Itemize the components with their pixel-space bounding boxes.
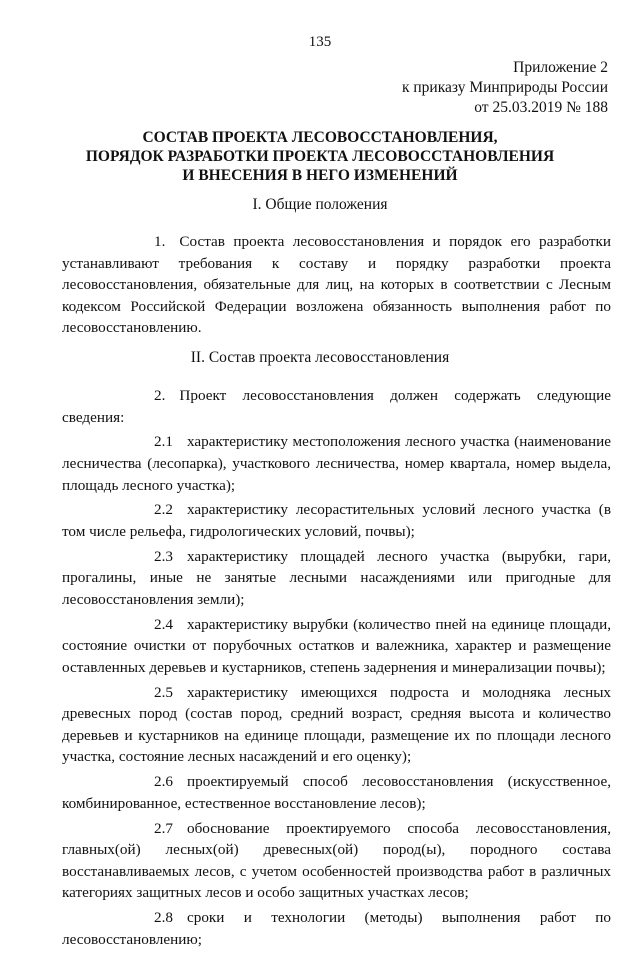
item-number: 2.8 <box>154 909 173 927</box>
section-2-body <box>62 385 611 954</box>
paragraph-2 <box>62 385 611 428</box>
item-number: 2.2 <box>154 501 173 519</box>
item-text: характеристику лесорастительных условий лесного участка (в том числе рельефа, гидрологических условий, почвы); <box>62 501 611 540</box>
paragraph-text: Состав проекта лесовосстановления и порядок его разработки устанавливают требования к составу и порядку разработки проекта лесовосстановления, обязательные для лиц, на которых в соответствии с Лесным кодексом Российской Федерации возложена обязанность выполнения работ по лесовосстановлению. <box>62 233 611 337</box>
list-item <box>62 614 611 679</box>
appendix-reference <box>402 58 608 118</box>
page-number: 135 <box>308 34 332 50</box>
list-item <box>62 818 611 904</box>
title-line-2: ПОРЯДОК РАЗРАБОТКИ ПРОЕКТА ЛЕСОВОССТАНОВЛЕНИЯ <box>85 148 555 165</box>
item-text: сроки и технологии (методы) выполнения работ по лесовосстановлению; <box>62 909 611 948</box>
item-number: 2.6 <box>154 773 173 791</box>
list-item <box>62 771 611 814</box>
paragraph-number: 2. <box>154 387 166 404</box>
item-number: 2.1 <box>154 433 173 451</box>
section-2-heading: II. Состав проекта лесовосстановления <box>190 349 450 366</box>
item-text: характеристику площадей лесного участка (вырубки, гари, прогалины, иные не занятые лесными насаждениями или пригодные для лесовосстановления земли); <box>62 547 611 608</box>
item-number: 2.3 <box>154 547 173 565</box>
section-1-heading: I. Общие положения <box>252 196 388 213</box>
appendix-line-1: Приложение 2 <box>513 59 608 76</box>
section-1-body <box>62 231 611 342</box>
paragraph-text: Проект лесовосстановления должен содержать следующие сведения: <box>62 387 611 426</box>
item-number: 2.5 <box>154 683 173 701</box>
paragraph-1 <box>62 231 611 339</box>
item-text: обоснование проектируемого способа лесовосстановления, главных(ой) лесных(ой) древесных(ой) пород(ы), породного состава восстанавливаемых лесов, с учетом особенностей производства работ в различных категориях защитных лесов и особо защитных участках лесов; <box>62 819 611 902</box>
item-number: 2.4 <box>154 615 173 633</box>
list-item <box>62 546 611 611</box>
item-text: характеристику имеющихся подроста и молодняка лесных древесных пород (состав пород, средний возраст, средняя высота и количество деревьев и кустарников на единице площади, размещение их по площади лесного участка, состояние лесных насаждений и его оценку); <box>62 683 611 766</box>
title-line-1: СОСТАВ ПРОЕКТА ЛЕСОВОССТАНОВЛЕНИЯ, <box>142 129 498 146</box>
item-text: проектируемый способ лесовосстановления (искусственное, комбинированное, естественное восстановление лесов); <box>62 773 611 812</box>
list-item <box>62 907 611 950</box>
appendix-line-2: к приказу Минприроды России <box>401 79 608 96</box>
list-item <box>62 499 611 542</box>
list-item <box>62 682 611 768</box>
title-line-3: И ВНЕСЕНИЯ В НЕГО ИЗМЕНЕНИЙ <box>182 167 458 184</box>
paragraph-number: 1. <box>154 233 166 250</box>
list-item <box>62 431 611 496</box>
appendix-line-3: от 25.03.2019 № 188 <box>474 99 608 116</box>
item-text: характеристику местоположения лесного участка (наименование лесничества (лесопарка), участкового лесничества, номер квартала, номер выдела, площадь лесного участка); <box>62 433 611 494</box>
item-number: 2.7 <box>154 819 173 837</box>
item-text: характеристику вырубки (количество пней на единице площади, состояние очистки от порубочных остатков и валежника, характер и размещение оставленных деревьев и кустарников, степень задернения и минерализации почвы); <box>62 615 611 676</box>
document-title <box>0 128 640 185</box>
